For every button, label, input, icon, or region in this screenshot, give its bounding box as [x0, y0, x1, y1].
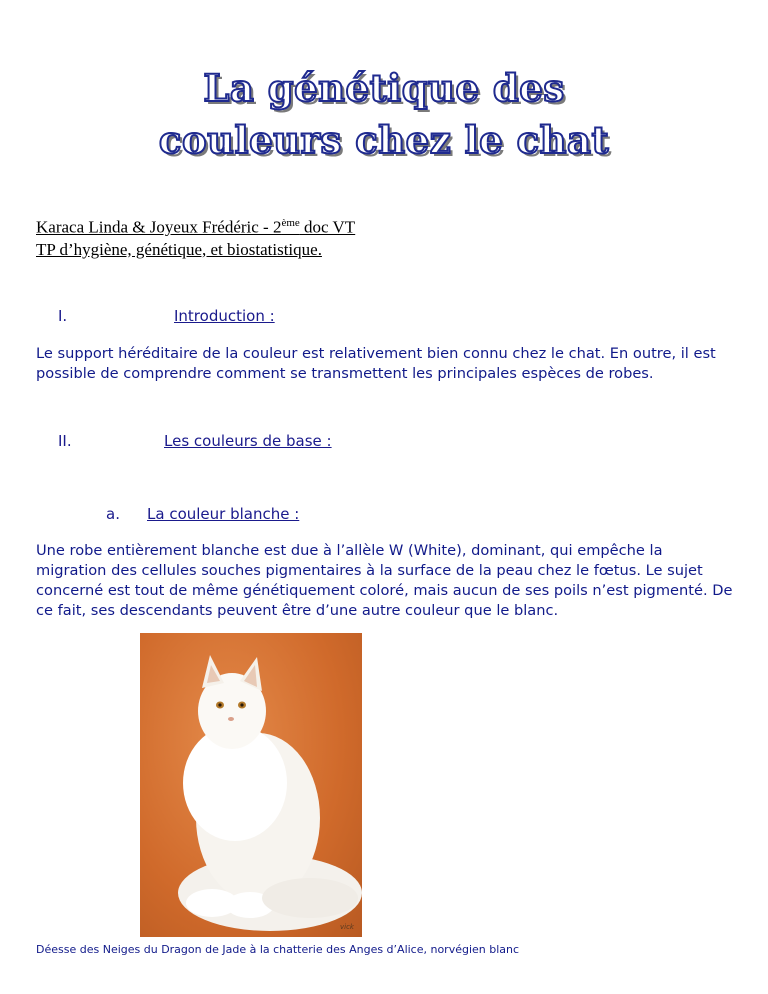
white-cat-photo [140, 633, 362, 937]
cat-illustration [140, 633, 362, 937]
heading-number: a. [106, 505, 120, 523]
title-line-2: couleurs chez le chat [158, 118, 610, 162]
course-line: TP d’hygiène, génétique, et biostatistique. [36, 239, 322, 259]
title-line-1: La génétique des [203, 66, 565, 110]
document-title [0, 62, 768, 166]
photo-caption: Déesse des Neiges du Dragon de Jade à la chatterie des Anges d’Alice, norvégien blanc [36, 943, 520, 956]
white-paragraph: Une robe entièrement blanche est due à l’allèle W (White), dominant, qui empêche la migration des cellules souches pigmentaires à la surface de la peau chez le fœtus. Le sujet concerné est tout de même génétiquement coloré, mais aucun de ses poils n’est pigmenté. De ce fait, ses descendants peuvent être d’une autre couleur que le blanc. [36, 542, 733, 619]
heading-number: I. [58, 307, 68, 325]
author-names: Karaca Linda & Joyeux Frédéric - 2 [36, 217, 282, 237]
authors-block [36, 212, 355, 261]
heading-label: La couleur blanche : [147, 505, 300, 523]
author-names-suffix: doc VT [299, 217, 356, 237]
author-superscript: ème [281, 217, 300, 229]
intro-paragraph: Le support héréditaire de la couleur est relativement bien connu chez le chat. En outre, il est possible de comprendre comment se transmettent les principales espèces de robes. [36, 345, 716, 382]
photo-signature: vick [340, 923, 354, 931]
authors-line [36, 212, 355, 239]
heading-label: Introduction : [174, 307, 275, 325]
heading-number: II. [58, 432, 72, 450]
heading-label: Les couleurs de base : [164, 432, 332, 450]
